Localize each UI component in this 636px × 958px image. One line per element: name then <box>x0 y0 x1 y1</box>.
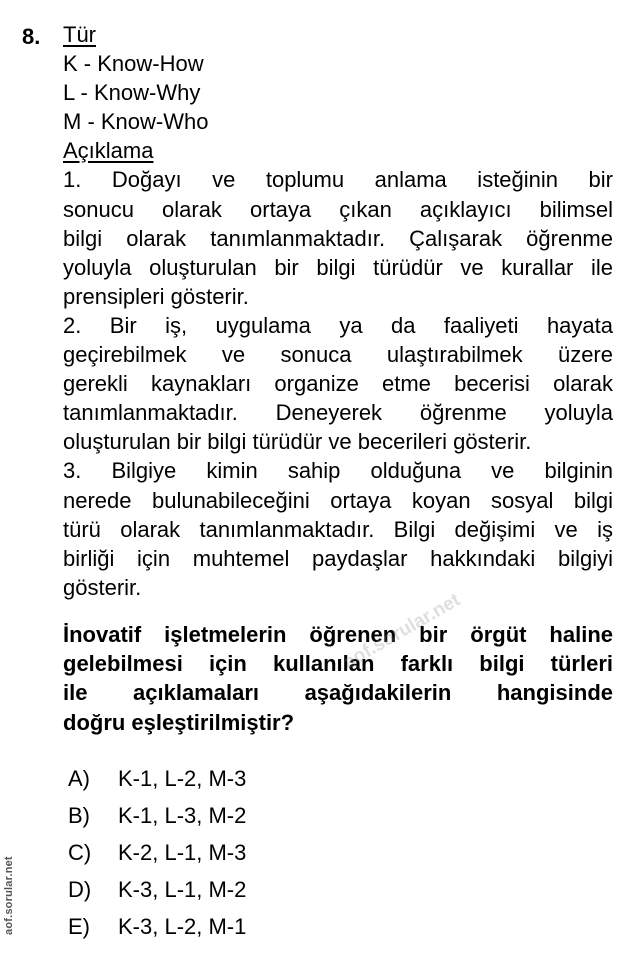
question-stem <box>63 620 613 737</box>
explanation-line: türü olarak tanımlanmaktadır. Bilgi değişimi ve iş <box>63 516 613 542</box>
option-letter: A) <box>68 766 90 791</box>
watermark-side: aof.sorular.net <box>3 856 15 935</box>
explanation-line: tanımlanmaktadır. Deneyerek öğrenme yoluyla <box>63 400 613 426</box>
option-letter: C) <box>68 840 92 865</box>
question-body <box>63 20 613 602</box>
stem-line: gelebilmesi için kullanılan farklı bilgi türleri <box>63 651 613 677</box>
option-e[interactable] <box>68 908 246 945</box>
option-text: K-2, L-1, M-3 <box>118 840 247 865</box>
explanation-line: birliği için muhtemel paydaşlar hakkındaki bilgiyi <box>63 545 613 571</box>
explanation-1 <box>63 165 613 310</box>
stem-line: İnovatif işletmelerin öğrenen bir örgüt haline <box>63 622 613 647</box>
explanation-line: geçirebilmek ve sonuca ulaştırabilmek üzere <box>63 342 613 368</box>
explanation-line: nerede bulunabileceğini ortaya koyan sosyal bilgi <box>63 487 613 513</box>
explanation-3 <box>63 456 613 601</box>
explanation-line: sonucu olarak ortaya çıkan açıklayıcı bilimsel <box>63 196 613 222</box>
type-item-k: K - Know-How <box>63 51 204 77</box>
explanation-line: 3. Bilgiye kimin sahip olduğuna ve bilginin <box>63 458 613 484</box>
watermark-diagonal: aof.sorular.net <box>340 589 464 674</box>
option-d[interactable] <box>68 871 246 908</box>
explanation-heading: Açıklama <box>63 138 154 164</box>
type-item-m: M - Know-Who <box>63 109 209 135</box>
option-letter: B) <box>68 803 90 828</box>
type-heading: Tür <box>63 22 96 47</box>
explanation-line: gerekli kaynakları organize etme becerisi olarak <box>63 371 613 397</box>
explanation-line: yoluyla oluşturulan bir bilgi türüdür ve kurallar ile <box>63 254 613 280</box>
explanation-2 <box>63 311 613 456</box>
option-text: K-3, L-2, M-1 <box>118 914 247 939</box>
explanation-line: prensipleri gösterir. <box>63 283 249 309</box>
explanation-line: bilgi olarak tanımlanmaktadır. Çalışarak öğrenme <box>63 225 613 251</box>
option-c[interactable] <box>68 834 246 871</box>
option-letter: D) <box>68 877 92 902</box>
stem-line: ile açıklamaları aşağıdakilerin hangisinde <box>63 680 613 706</box>
option-letter: E) <box>68 914 90 939</box>
explanation-line: gösterir. <box>63 574 142 600</box>
option-a[interactable] <box>68 760 246 797</box>
option-b[interactable] <box>68 797 246 834</box>
question-number: 8. <box>22 24 41 49</box>
option-text: K-3, L-1, M-2 <box>118 877 247 902</box>
explanation-line: 1. Doğayı ve toplumu anlama isteğinin bir <box>63 167 613 193</box>
explanation-line: 2. Bir iş, uygulama ya da faaliyeti hayata <box>63 312 613 338</box>
answer-options <box>68 760 246 945</box>
explanation-line: oluşturulan bir bilgi türüdür ve becerileri gösterir. <box>63 429 532 455</box>
type-item-l: L - Know-Why <box>63 80 201 106</box>
stem-line: doğru eşleştirilmiştir? <box>63 709 295 735</box>
option-text: K-1, L-2, M-3 <box>118 766 247 791</box>
option-text: K-1, L-3, M-2 <box>118 803 247 828</box>
